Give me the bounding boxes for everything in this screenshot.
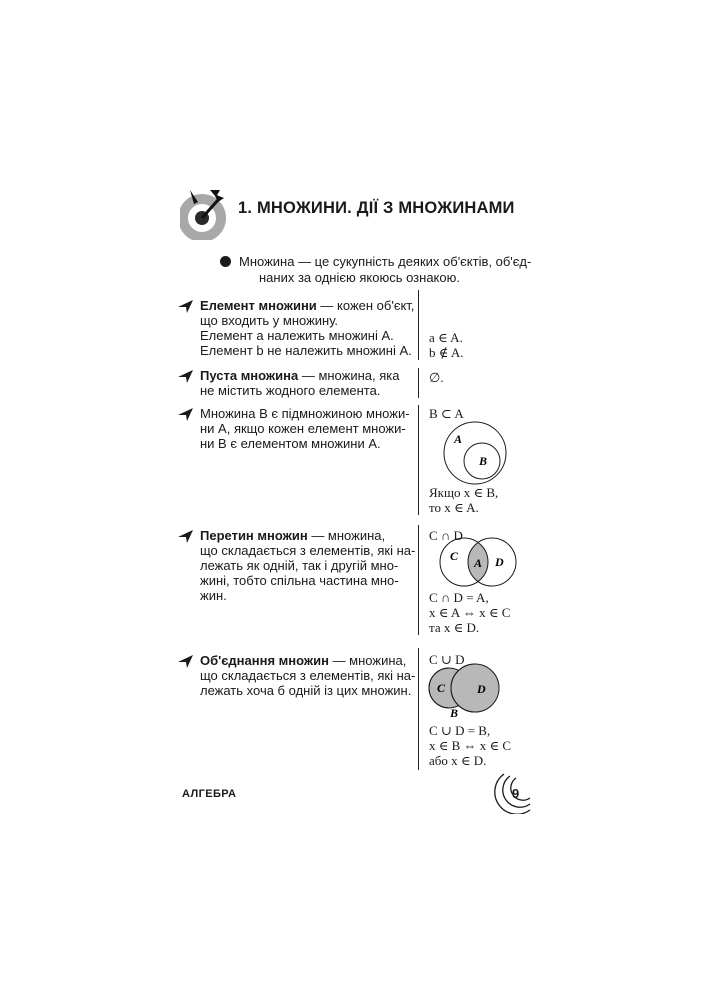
subset-venn-diagram [428,420,538,488]
column-divider [418,368,419,398]
union-def-text: — множина, [328,653,407,668]
page-title: 1. МНОЖИНИ. ДІЇ З МНОЖИНАМИ [238,199,515,217]
target-arrow-icon [180,188,228,240]
empty-def-line-1 [200,368,399,384]
intersection-line-2: що складається з елементів, які на- [200,543,416,558]
bullet-dot-icon [220,256,231,267]
intersection-label-mid: A [474,556,483,570]
union-math-3: x ∈ B ⇔ x ∈ C [429,738,512,753]
union-term: Об'єднання множин [200,653,329,668]
union-line-2: що складається з елементів, які на- [200,668,416,683]
pointer-arrow-icon [178,530,193,543]
element-math-1: a ∈ A. [429,330,463,345]
element-math-2: b ∉ A. [429,345,464,360]
subset-label-inner: B [479,454,488,468]
empty-term: Пуста множина [200,368,299,383]
intersection-label-left: C [450,549,459,563]
pointer-arrow-icon [178,370,193,383]
intersection-line-4: жині, тобто спільна частина мно- [200,573,399,588]
intersection-math-4: та x ∈ D. [429,620,480,635]
union-math-2: C ∪ D = B, [429,723,491,738]
element-def-text: — кожен об'єкт, [316,298,415,313]
subset-line-1: Множина B є підмножиною множи- [200,406,410,421]
pointer-arrow-icon [178,408,193,421]
union-math-1: C ∪ D [429,652,465,667]
intersection-label-right: D [495,555,504,569]
intersection-def-line-1 [200,528,385,544]
intro-line-2: наних за однією якоюсь ознакою. [259,270,460,285]
union-def-line-1 [200,653,406,669]
union-label-bottom: B [450,706,459,720]
subset-math-1: B ⊂ A [429,406,464,421]
subset-math-2: Якщо x ∈ B, [429,485,499,500]
intersection-line-5: жин. [200,588,227,603]
intro-line-1: Множина — це сукупність деяких об'єктів, об'єд- [239,254,532,269]
element-line-4: Елемент b не належить множині A. [200,343,412,358]
intersection-def-text: — множина, [307,528,386,543]
empty-def-text: — множина, яка [298,368,400,383]
subset-line-2: ни A, якщо кожен елемент множи- [200,421,406,436]
column-divider [418,290,419,360]
pointer-arrow-icon [178,655,193,668]
intersection-venn-diagram [428,536,528,588]
empty-def-line-2: не містить жодного елемента. [200,383,381,398]
element-def-line-2: що входить у множину. [200,313,339,328]
pointer-arrow-icon [178,300,193,313]
footer-label: АЛГЕБРА [182,788,237,800]
union-venn-diagram [420,660,510,720]
union-label-left: C [437,681,446,695]
union-line-3: лежать хоча б одній із цих множин. [200,683,412,698]
column-divider [418,405,419,515]
union-math-4: або x ∈ D. [429,753,487,768]
element-term: Елемент множини [200,298,317,313]
subset-line-3: ни B є елементом множини A. [200,436,381,451]
intersection-math-1: C ∩ D [429,528,463,543]
intersection-term: Перетин множин [200,528,308,543]
intersection-math-3: x ∈ A ⇔ x ∈ C [429,605,511,620]
union-label-right: D [477,682,486,696]
empty-math-1: ∅. [429,370,444,385]
page-number: 9 [512,786,520,801]
subset-math-3: то x ∈ A. [429,500,479,515]
intersection-math-2: C ∩ D = A, [429,590,489,605]
column-divider [418,525,419,635]
element-line-3: Елемент a належить множині A. [200,328,394,343]
intersection-line-3: лежать як одній, так і другій мно- [200,558,399,573]
element-def-line-1 [200,298,414,314]
subset-label-outer: A [454,432,463,446]
